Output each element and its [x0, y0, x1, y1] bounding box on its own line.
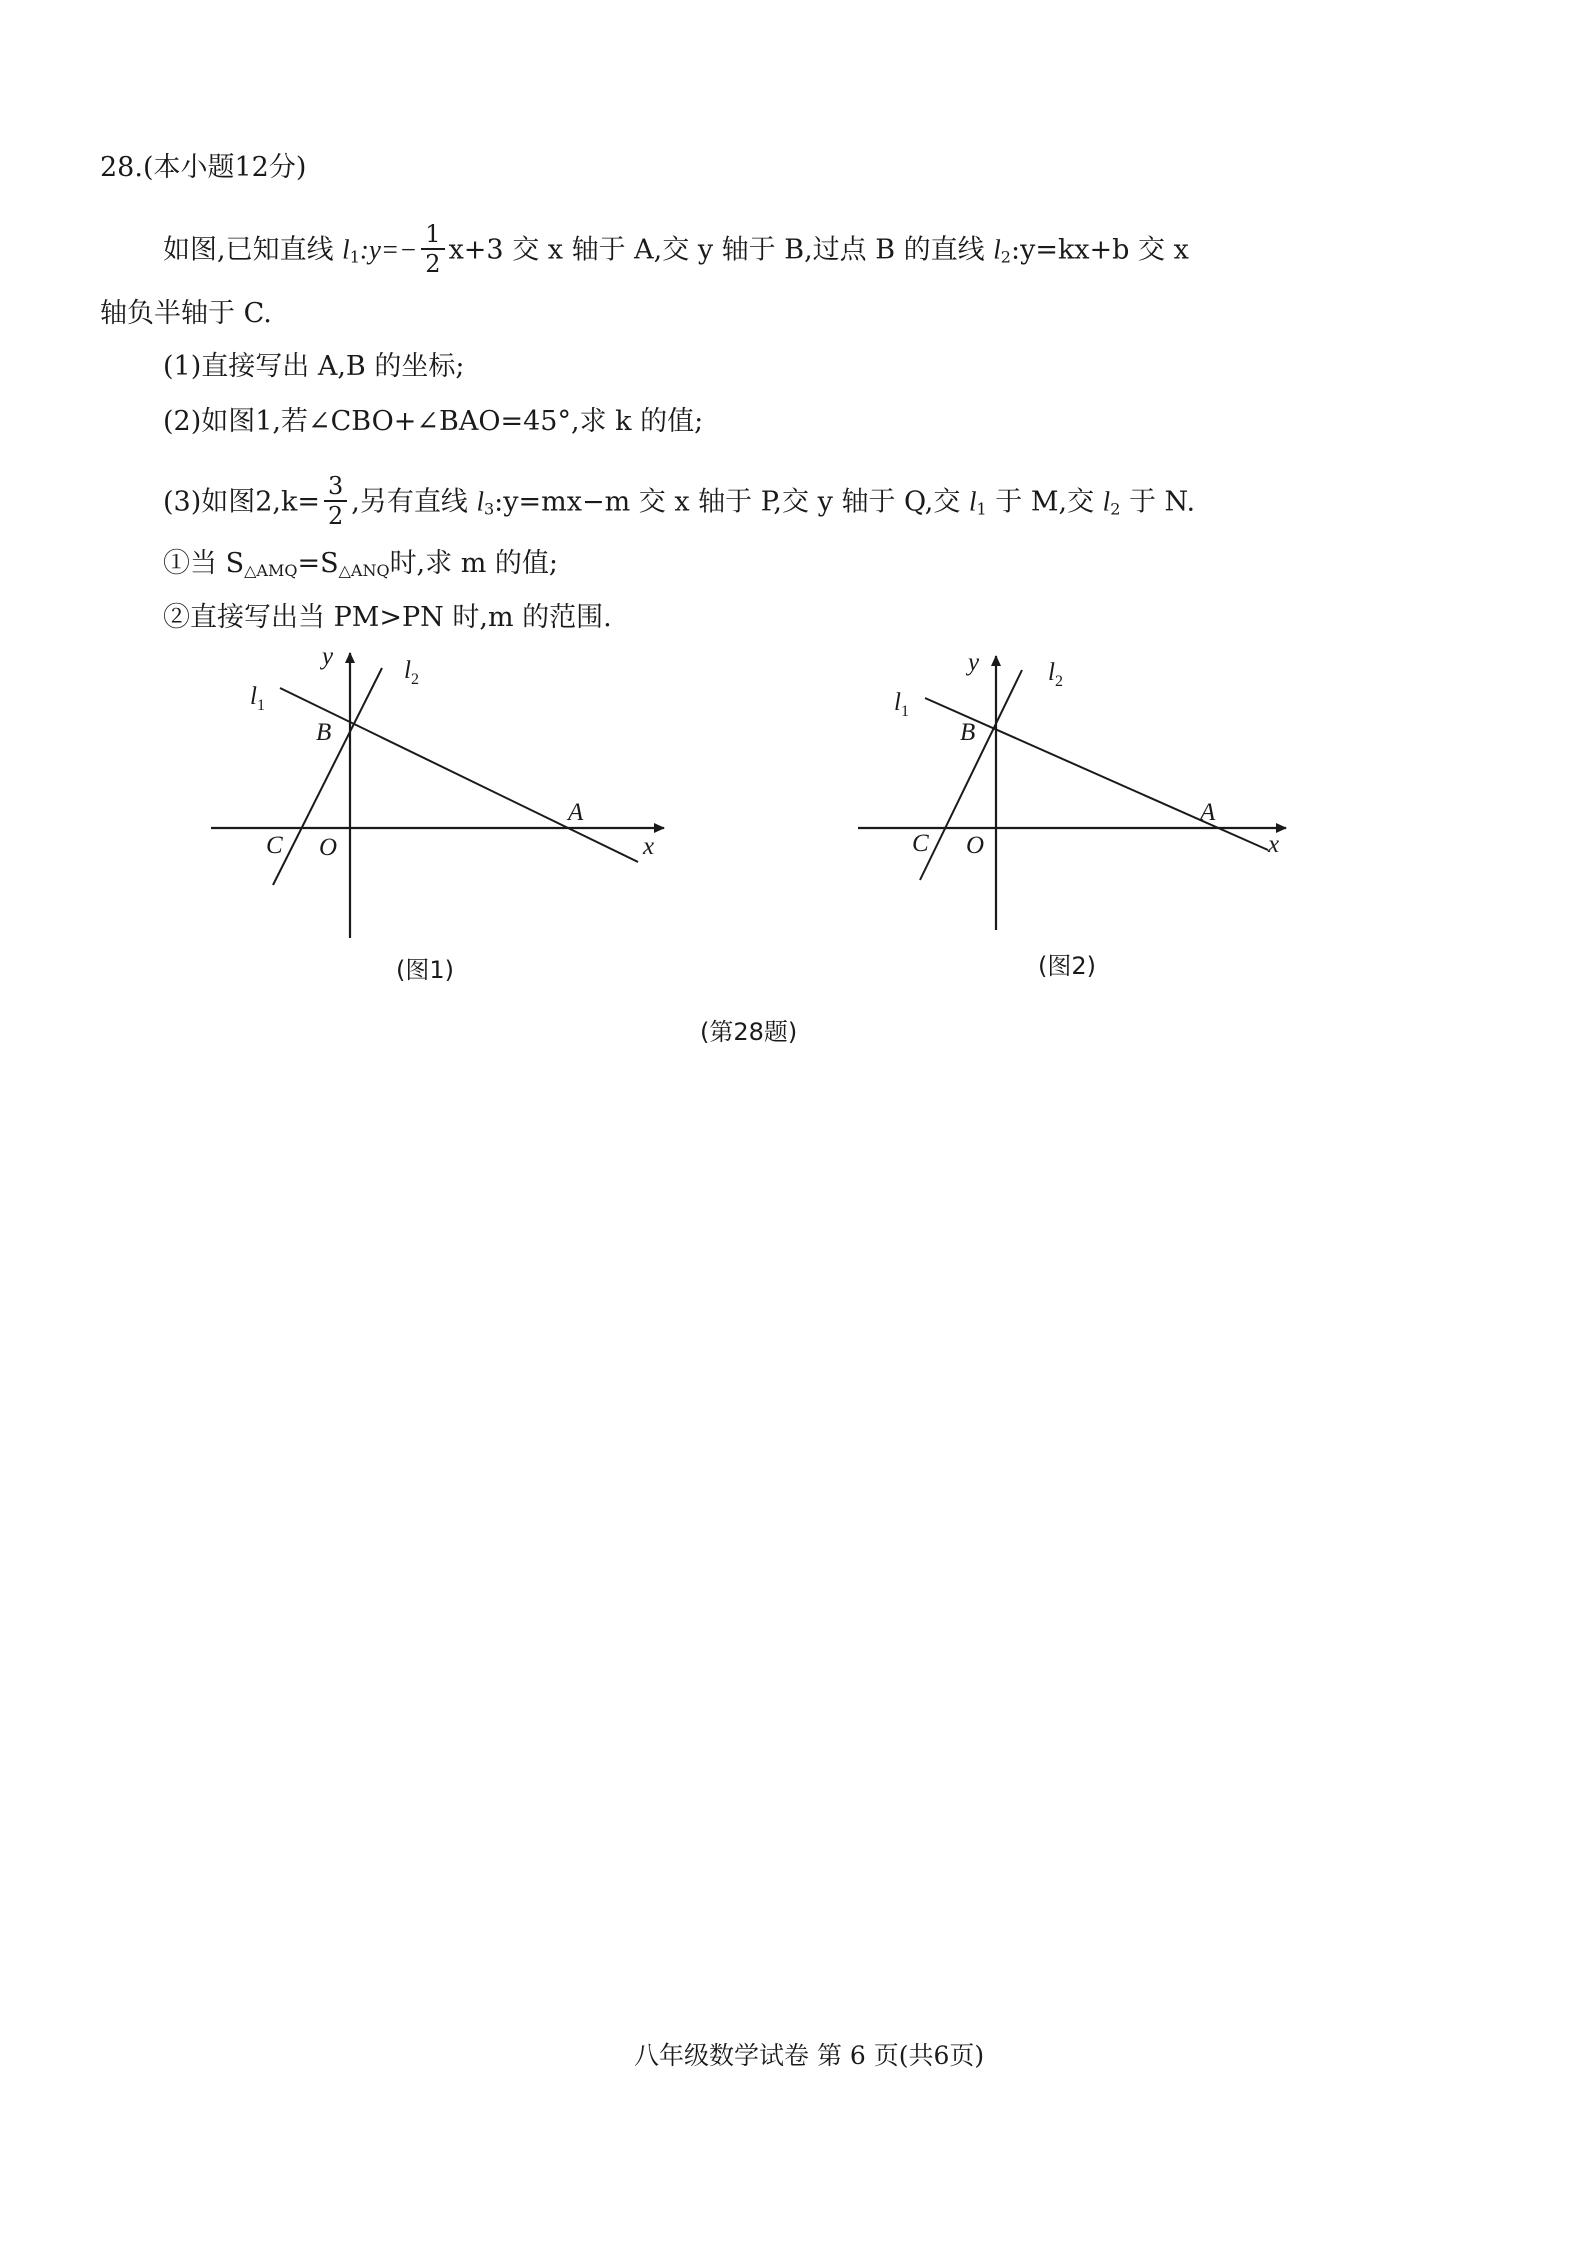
- figure-group-caption: (第28题): [700, 1018, 798, 1046]
- question-3a: [163, 544, 558, 584]
- point-b-label: B: [960, 719, 976, 746]
- fraction-numerator: 3: [324, 472, 347, 502]
- fraction-denominator: 2: [425, 250, 441, 278]
- intro-text-3: x+3 交 x 轴于 A,交 y 轴于 B,过点 B 的直线: [448, 234, 994, 266]
- question-1: (1)直接写出 A,B 的坐标;: [163, 351, 465, 382]
- l2-label: l: [1048, 659, 1055, 686]
- x-axis-label: x: [643, 833, 655, 860]
- y-axis-label: y: [968, 649, 980, 676]
- question-3b: ②直接写出当 PM>PN 时,m 的范围.: [163, 602, 612, 633]
- l2-symbol: l: [1102, 486, 1111, 517]
- intro-text-4: :y=kx+b 交 x: [1010, 234, 1189, 266]
- figure-2-diagram: [850, 640, 1300, 940]
- l1-symbol: l: [342, 234, 350, 265]
- figure-1-diagram: [200, 640, 680, 950]
- area-subscript-anq: △ANQ: [338, 561, 390, 580]
- problem-intro-line2: 轴负半轴于 C.: [100, 298, 272, 329]
- origin-label: O: [966, 832, 985, 859]
- question-3: [163, 474, 1195, 532]
- l2-subscript: 2: [1000, 247, 1011, 267]
- question-2: (2)如图1,若∠CBO+∠BAO=45°,求 k 的值;: [163, 406, 704, 437]
- l3-subscript: 3: [483, 499, 495, 519]
- fraction-denominator: 2: [328, 502, 344, 530]
- l2-label-subscript: 2: [1055, 673, 1063, 690]
- point-c-label: C: [912, 830, 929, 857]
- l2-symbol: l: [993, 234, 1001, 265]
- l2-label-subscript: 2: [411, 671, 419, 688]
- q3a-text-1: ①当 S: [163, 548, 245, 579]
- q3-text-1: (3)如图2,k=: [163, 486, 320, 518]
- l1-label-subscript: 1: [901, 703, 909, 720]
- problem-header: 28.(本小题12分): [100, 152, 307, 183]
- page-footer: 八年级数学试卷 第 6 页(共6页): [634, 2041, 985, 2070]
- l1-label: l: [894, 689, 901, 716]
- point-a-label: A: [1200, 799, 1216, 826]
- point-b-label: B: [316, 719, 332, 746]
- q3-text-5: 于 N.: [1120, 486, 1196, 518]
- x-axis-label: x: [1268, 831, 1280, 858]
- l1-subscript: 1: [349, 247, 360, 267]
- fraction-numerator: 1: [421, 220, 444, 250]
- l2-label: l: [404, 657, 411, 684]
- figure-1-caption: (图1): [396, 956, 454, 984]
- q3-text-2: ,另有直线: [351, 486, 477, 518]
- l1-label: l: [250, 683, 257, 710]
- figure-2-caption: (图2): [1038, 952, 1096, 980]
- l1-label-subscript: 1: [257, 697, 265, 714]
- q3-text-3: :y=mx−m 交 x 轴于 P,交 y 轴于 Q,交: [494, 486, 969, 518]
- intro-text-2: :y=−: [359, 234, 418, 265]
- q3-text-4: 于 M,交: [986, 486, 1103, 518]
- l1-symbol: l: [968, 486, 977, 517]
- q3a-text-3: 时,求 m 的值;: [389, 548, 559, 579]
- q3a-text-2: =S: [297, 548, 339, 579]
- l3-symbol: l: [476, 486, 484, 517]
- problem-intro-line1: [163, 222, 1189, 280]
- fraction-one-half: [421, 220, 444, 278]
- l1-subscript: 1: [976, 499, 987, 519]
- area-subscript-amq: △AMQ: [244, 561, 298, 580]
- origin-label: O: [319, 834, 338, 861]
- point-a-label: A: [568, 799, 584, 826]
- intro-text-1: 如图,已知直线: [163, 234, 343, 266]
- point-c-label: C: [266, 832, 283, 859]
- fraction-three-halves: [324, 472, 347, 530]
- l2-subscript: 2: [1110, 499, 1121, 519]
- y-axis-label: y: [322, 643, 334, 670]
